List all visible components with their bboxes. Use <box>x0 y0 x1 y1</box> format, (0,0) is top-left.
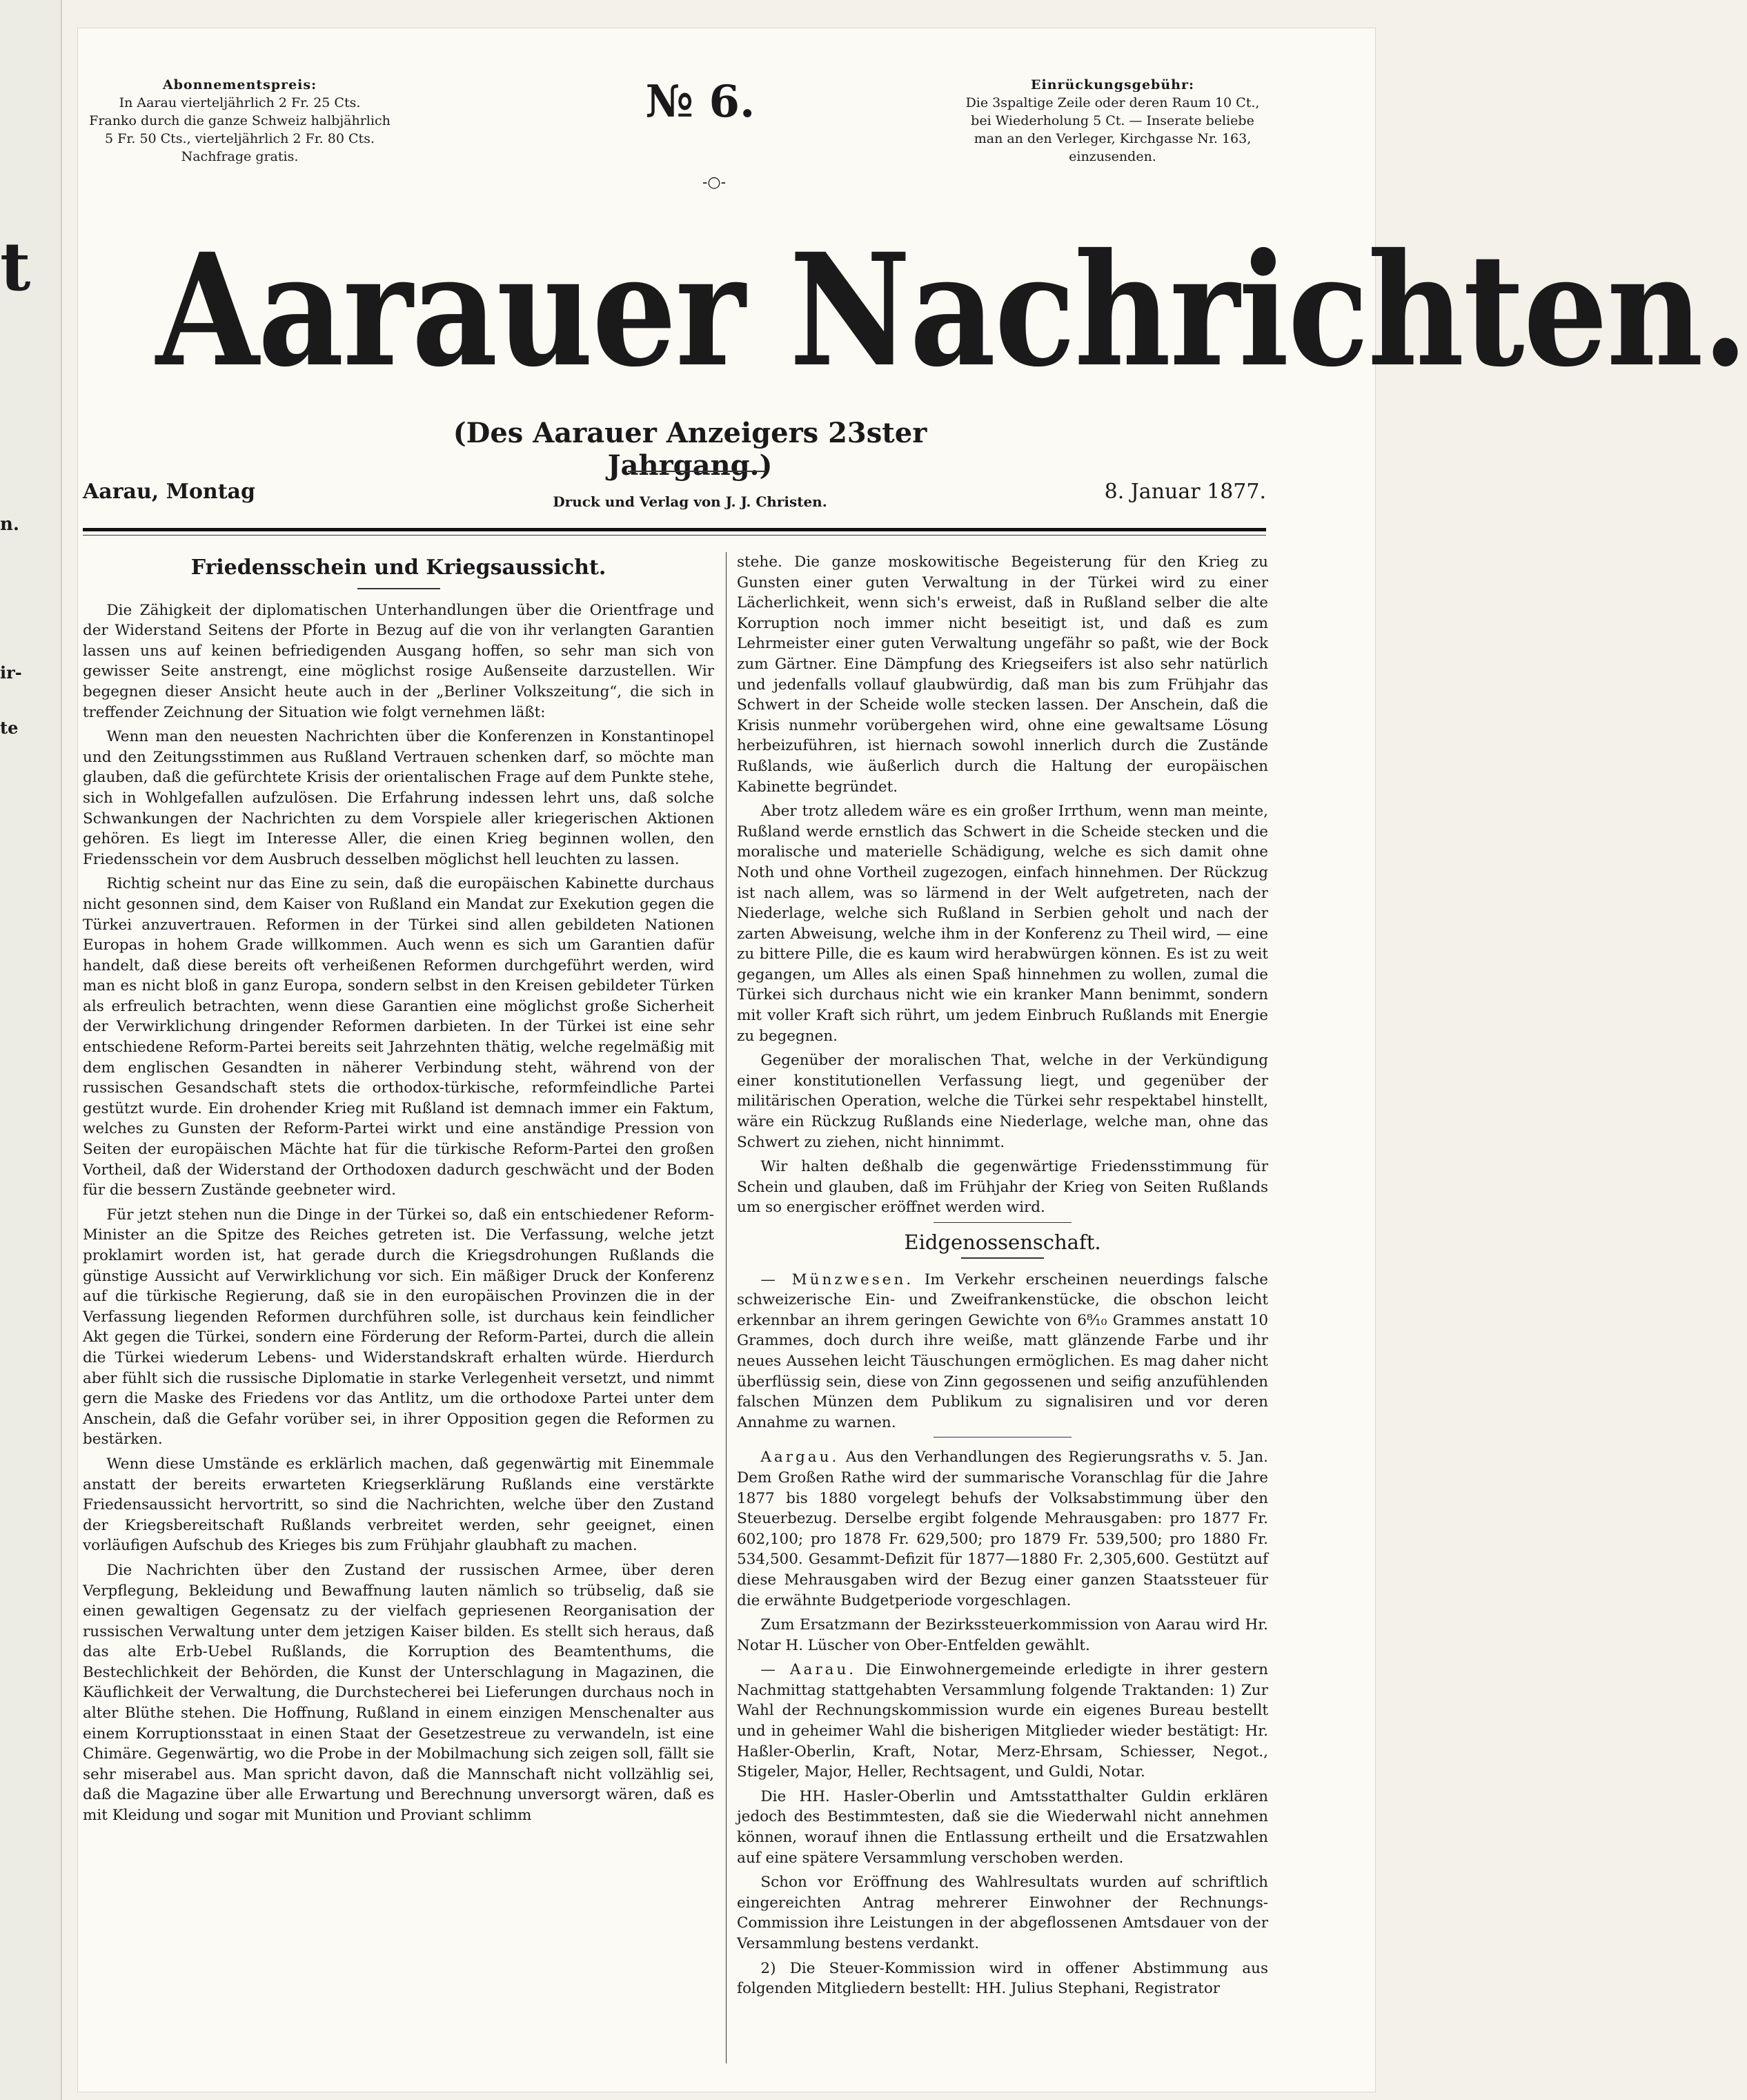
dateline: — Münzwesen. <box>760 1270 914 1288</box>
article-paragraph: Die HH. Hasler-Oberlin und Amtsstatthalter Guldin erklären jedoch des Bestimmtesten, daß sie die Wiederwahl nicht annehmen können, worauf ihnen die Entlassung ertheilt und die Ersatzwahlen auf eine spätere Versammlung verschoben werden. <box>737 1787 1268 1867</box>
subscription-line: Franko durch die ganze Schweiz halbjährlich <box>89 113 391 128</box>
article-text: Im Verkehr erscheinen neuerdings falsche schweizerische Ein- und Zweifrankenstücke, die obschon leicht erkennbar an ihrem geringen Gewichte von 6⁸⁄₁₀ Grammes anstatt 10 Grammes, doch durch ihre weiße, matt glänzende Farbe und ihr neues Aussehen leicht Täuschungen ermöglichen. Es mag daher nicht überflüssig sein, diese von Zinn gegossenen und seifig anzufühlenden falschen Münzen dem Publikum zu signalisiren und vor deren Annahme zu warnen. <box>737 1270 1268 1431</box>
masthead-subtitle: (Des Aarauer Anzeigers 23ster Jahrgang.) <box>453 417 927 482</box>
adjacent-page-fragment: ir- <box>0 663 22 683</box>
subscription-line: 5 Fr. 50 Cts., vierteljährlich 2 Fr. 80 Cts. <box>105 131 375 146</box>
article-paragraph: Aber trotz alledem wäre es ein großer Irrthum, wenn man meinte, Rußland werde ernstlich das Schwert in die Scheide stecken und die moralische und materielle Schädigung, welche es sich damit ohne Noth und ohne Vortheil zugezogen, einfach hinnehmen. Der Rückzug ist nach allem, was so lärmend in der Welt aufgetreten, nach der Niederlage, welche sich Rußland in Serbien geholt und nach der zarten Abweisung, welche ihm in der Konferenz zu Theil wird, — eine zu bittere Pille, die es kaum wird herabwürgen können. Es ist zu weit gegangen, um Alles als einen Spaß hinnehmen zu wollen, zumal die Türkei sich durchaus nicht wie ein kranker Mann benimmt, sondern mit voller Kraft sich rührt, um jedem Einbruch Rußlands mit Energie zu begegnen. <box>737 803 1268 1045</box>
article-paragraph: Gegenüber der moralischen That, welche in der Verkündigung einer konstitutionellen Verfassung liegt, und gegenüber der militärischen Operation, welche die Türkei sehr respektabel hinstellt, wäre ein Rückzug Rußlands eine Niederlage, welche man, ohne das Schwert zu ziehen, nicht hinnimmt. <box>737 1052 1268 1151</box>
article-title: Friedensschein und Kriegsaussicht. <box>190 556 606 580</box>
article-paragraph: Wenn diese Umstände es erklärlich machen, daß gegenwärtig mit Einemmale anstatt der bereits erwarteten Kriegserklärung Rußlands eine verstärkte Friedensaussicht hervortritt, so sind die Nachrichten, welche über den Zustand der Kriegsbereitschaft Rußlands verbreitet werden, sehr geeignet, einen vorläufigen Aufschub des Krieges bis zum Frühjahr glaubhaft zu machen. <box>83 1455 714 1555</box>
place-day: Aarau, Montag <box>83 480 255 504</box>
divider <box>357 588 440 589</box>
insertion-line: man an den Verleger, Kirchgasse Nr. 163, <box>974 131 1252 146</box>
adjacent-page-fragment: t <box>0 228 31 306</box>
insertion-title: Einrückungsgebühr: <box>1031 77 1194 92</box>
insertion-fee-box <box>952 76 1273 166</box>
divider <box>961 1257 1044 1259</box>
insertion-line: bei Wiederholung 5 Ct. — Inserate beliebe <box>971 113 1254 128</box>
subscription-line: Nachfrage gratis. <box>181 149 299 164</box>
divider <box>83 535 1266 536</box>
article-text: Die Einwohnergemeinde erledigte in ihrer gestern Nachmittag stattgehabten Versammlung folgende Traktanden: 1) Zur Wahl der Rechnungskommission wurde ein eigenes Bureau bestellt und in geheimer Wahl die bisherigen Mitglieder wieder bestätigt: Hr. Haßler-Oberlin, Kraft, Notar, Merz-Ehrsam, Schiesser, Negot., Stigeler, Major, Heller, Rechtsagent, und Guldi, Notar. <box>737 1661 1268 1781</box>
section-title: Eidgenossenschaft. <box>904 1230 1101 1254</box>
printer-line: Druck und Verlag von J. J. Christen. <box>553 493 827 510</box>
subscription-line: In Aarau vierteljährlich 2 Fr. 25 Cts. <box>119 95 361 110</box>
masthead-title: Aarauer Nachrichten. <box>156 219 1747 401</box>
article-paragraph: Wir halten deßhalb die gegenwärtige Friedensstimmung für Schein und glauben, daß im Frühjahr der Krieg von Seiten Rußlands um so energischer eröffnet werden wird. <box>737 1158 1268 1217</box>
adjacent-page-strip <box>0 0 62 2100</box>
article-paragraph: Richtig scheint nur das Eine zu sein, daß die europäischen Kabinette durchaus nicht gesonnen sind, dem Kaiser von Rußland ein Mandat zur Exekution gegen die Türkei anzuvertrauen. Reformen in der Türkei sind allen gebildeten Nationen Europas in hohem Grade willkommen. Auch wenn es sich um Garantien dafür handelt, daß diese bereits oft verheißenen Reformen durchgeführt werden, wird man es nicht bloß in ganz Europa, sondern selbst in den Kreisen gebildeter Türken als erfreulich betrachten, wenn diese Garantien eine möglichst große Sicherheit der Verwirklichung dringender Reformen darbieten. In der Türkei ist eine sehr entschiedene Reform-Partei bereits seit Jahrzehnten thätig, welche regelmäßig mit dem englischen Gesandten in näherer Verbindung steht, während von der russischen Gesandschaft stets die orthodox-türkische, reformfeindliche Partei gestützt wurde. Ein drohender Krieg mit Rußland ist demnach immer ein Faktum, welches zu Gunsten der Reform-Partei wirkt und eine anständige Pression von Seiten der europäischen Mächte hat für die türkische Reform-Partei den großen Vortheil, daß der Widerstand der Orthodoxen dadurch geschwächt und der Boden für die bessern Zustände geebneter wird. <box>83 875 714 1199</box>
adjacent-page-fragment: te <box>0 718 19 738</box>
divider <box>83 528 1266 531</box>
column-right <box>737 552 1268 2003</box>
dateline: — Aarau. <box>760 1661 857 1679</box>
adjacent-page-fragment: n. <box>0 514 19 535</box>
divider <box>628 471 766 472</box>
article-text: Aus den Verhandlungen des Regierungsraths v. 5. Jan. Dem Großen Rathe wird der summarische Voranschlag für die Jahre 1877 bis 1880 vorgelegt behufs der Volksabstimmung über den Steuerbezug. Derselbe ergibt folgende Mehrausgaben: pro 1877 Fr. 602,100; pro 1878 Fr. 629,500; pro 1879 Fr. 539,500; pro 1880 Fr. 534,500. Gesammt-Defizit für 1877—1880 Fr. 2,305,600. Gestützt auf diese Mehrausgaben wird der Bezug einer ganzen Staatssteuer für die erwähnte Budgetperiode vorgeschlagen. <box>737 1449 1268 1609</box>
subscription-title: Abonnementspreis: <box>162 77 317 92</box>
article-paragraph: Die Zähigkeit der diplomatischen Unterhandlungen über die Orientfrage und der Widerstand Seitens der Pforte in Bezug auf die von ihr verlangten Garantien lassen uns auf keinen befriedigenden Ausgang hoffen, so sehr man sich von gewisser Seite anstrengt, eine möglichst rosige Außenseite darzustellen. Wir begegnen dieser Ansicht heute auch in der „Berliner Volkszeitung“, die sich in treffender Zeichnung der Situation wie folgt vernehmen läßt: <box>83 601 714 721</box>
article-paragraph: stehe. Die ganze moskowitische Begeisterung für den Krieg zu Gunsten einer guten Verwaltung in der Türkei wird zu einer Lächerlichkeit, wenn sich's erweist, daß in Rußland selber die alte Korruption noch immer nicht beseitigt ist, und daß es zum Lehrmeister einer guten Verwaltung ungefähr so paßt, wie der Bock zum Gärtner. Eine Dämpfung des Kriegseifers ist also sehr natürlich und jedenfalls vollauf glaubwürdig, daß man bis zum Frühjahr das Schwert in der Scheide wolle stecken lassen. Der Anschein, daß die Krisis nunmehr vorübergehen wird, ohne eine gewaltsame Lösung herbeizuführen, ist hiernach sowohl innerlich durch die Zustände Rußlands, wie äußerlich durch die Haltung der europäischen Kabinette begründet. <box>737 553 1268 796</box>
subscription-box <box>83 76 397 166</box>
issue-number: № 6. <box>645 76 756 128</box>
article-paragraph: 2) Die Steuer-Kommission wird in offener Abstimmung aus folgenden Mitgliedern bestellt: HH. Julius Stephani, Registrator <box>737 1959 1268 1998</box>
article-paragraph: Die Nachrichten über den Zustand der russischen Armee, über deren Verpflegung, Bekleidung und Bewaffnung lauten nämlich so trübselig, daß sie einen gewaltigen Gegensatz zu der vielfach gepriesenen Reorganisation der russischen Verwaltung unter dem jetzigen Kaiser bilden. Es stellt sich heraus, daß das alte Erb-Uebel Rußlands, die Korruption des Beamtenthums, die Bestechlichkeit der Behörden, die Kunst der Unterschlagung in Magazinen, die Käuflichkeit der Verwaltung, die Durchstecherei bei Lieferungen durchaus noch in alter Blüthe stehen. Die Hoffnung, Rußland in einem einzigen Menschenalter aus einem Korruptionsstaat in einen Staat der Gesetzestreue zu verwandeln, ist eine Chimäre. Gegenwärtig, wo die Probe in der Mobilmachung sich zeigen soll, fällt sie sehr miserabel aus. Man spricht davon, daß die Mannschaft nicht vollzählig sei, daß die Magazine über alle Erwartung und Berechnung unversorgt wären, daß es mit Kleidung und sogar mit Munition und Proviant schlimm <box>83 1561 714 1825</box>
dateline: Aargau. <box>760 1449 840 1466</box>
insertion-line: Die 3spaltige Zeile oder deren Raum 10 Ct., <box>965 95 1260 110</box>
column-left <box>83 552 714 1830</box>
insertion-line: einzusenden. <box>1069 149 1156 164</box>
article-paragraph: Wenn man den neuesten Nachrichten über die Konferenzen in Konstantinopel und den Zeitungsstimmen aus Rußland Vertrauen schenken darf, so möchte man glauben, daß die gefürchtete Krisis der orientalischen Frage auf dem Punkte stehe, sich in Wohlgefallen aufzulösen. Die Erfahrung indessen lehrt uns, daß solche Schwankungen der Nachrichten zu dem Vorspiele aller kriegerischen Aktionen gehören. Es liegt im Interesse Aller, die einen Krieg beginnen wollen, den Friedensschein vor dem Ausbruch desselben möglichst hell leuchten zu lassen. <box>83 728 714 868</box>
issue-date: 8. Januar 1877. <box>1104 480 1266 504</box>
divider <box>934 1222 1072 1223</box>
article-paragraph: Für jetzt stehen nun die Dinge in der Türkei so, daß ein entschiedener Reform-Minister an die Spitze des Reiches getreten ist. Die Verfassung, welche jetzt proklamirt worden ist, hat gerade durch die Kriegsdrohungen Rußlands die günstige Aussicht auf Verwirklichung vor sich. Ein mäßiger Druck der Konferenz auf die türkische Regierung, daß sie in den europäischen Provinzen die in der Verfassung liegenden Reformen durchführen solle, ist durchaus kein feindlicher Akt gegen die Türkei, sondern eine Förderung der Reform-Partei, durch die allein die Türkei wiederum Lebens- und Widerstandskraft erhalten würde. Hierdurch aber fühlt sich die russische Diplomatie in starke Verlegenheit versetzt, und nimmt gern die Maske des Friedens vor das Antlitz, um die orthodoxe Partei unter dem Anschein, daß die Gefahr vorüber sei, in ihrer Opposition gegen die Reformen zu bestärken. <box>83 1206 714 1449</box>
ornament-icon: -○- <box>702 174 727 191</box>
article-paragraph: Zum Ersatzmann der Bezirkssteuerkommission von Aarau wird Hr. Notar H. Lüscher von Ober-Entfelden gewählt. <box>737 1616 1268 1654</box>
article-paragraph: Schon vor Eröffnung des Wahlresultats wurden auf schriftlich eingereichten Antrag mehrerer Einwohner der Rechnungs-Commission ihre Leistungen in der abgeflossenen Amtsdauer von der Versammlung bestens verdankt. <box>737 1874 1268 1952</box>
column-divider <box>726 552 727 2063</box>
